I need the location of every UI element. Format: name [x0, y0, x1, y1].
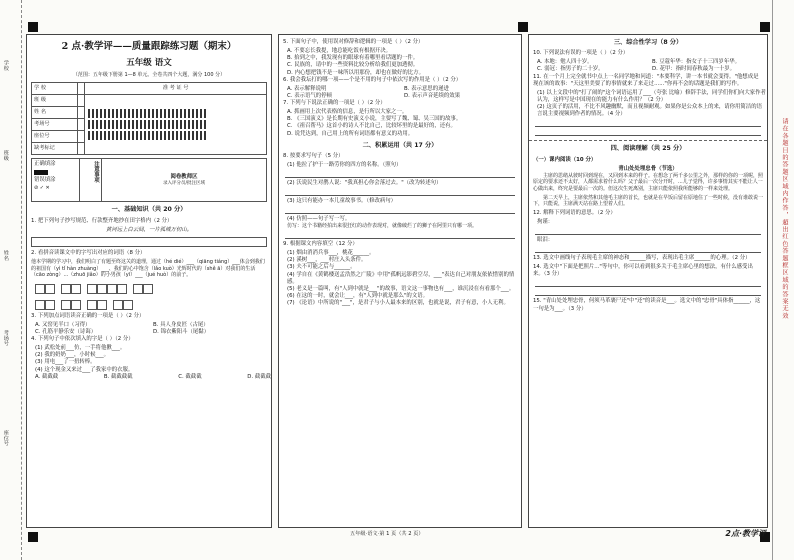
grader-area — [102, 159, 266, 201]
q4-item: (2) 我的奶奶___，小时候___。 — [35, 352, 110, 359]
q8-item: (4) 仿照——句子写一写。 — [287, 216, 351, 223]
q4-options — [27, 374, 271, 381]
barcode-area — [87, 108, 264, 119]
q3-option: A. 又窑见半口（习得） — [35, 321, 91, 328]
q3-options — [27, 322, 271, 336]
answer-line[interactable] — [535, 246, 761, 253]
info-field[interactable] — [78, 95, 85, 107]
exam-number-header: 准 考 证 号 — [85, 83, 267, 95]
question-14: 14. 选文中"下面是把照片..."等句中，你可以看到很多关于毛主席心里的想法，有什么感受出来。（3 分） — [533, 264, 753, 278]
exam-number-grid[interactable] — [85, 95, 267, 155]
q11-item: (1) 以上文段中的"打了闹的"这个词语运用了___（夸张 比喻）修辞手法，同学们你们向大家作者认为，这样写是中国现在的能力有什么作用？（2 分） — [537, 89, 766, 103]
answer-line[interactable] — [285, 232, 515, 239]
q8-item: (3) 这只有能办一本儿童故事书。（修改病句） — [287, 198, 397, 205]
q4-option: A. 截截截 — [35, 373, 59, 380]
question-6: 6. 我会我坛打的哪一项——个是不用的句子中依次写的作用是（ ）（2 分） — [283, 76, 462, 83]
passage-title: 青山处处埋忠骨（节选） — [618, 165, 678, 172]
info-label: 班 级 — [32, 95, 78, 107]
side-label-room: 考场号 — [2, 330, 9, 346]
q6-option: C. 表示语气的停顿 — [287, 92, 332, 99]
side-label-name: 姓名 — [2, 250, 9, 261]
q9-item: (3) 夫不可能之后与______。 — [287, 264, 356, 271]
exam-note: （范围：五年级下册第 1—8 单元。全卷共四个大题，满分 100 分） — [72, 71, 226, 78]
info-field[interactable] — [78, 131, 85, 143]
right-margin — [772, 0, 794, 560]
answer-line[interactable] — [285, 207, 515, 214]
q9-item: (7) 《论语》中所说的"___"，是君子与小人最本来的区别，也就是说，君子有意，小人无利。 — [287, 300, 509, 307]
info-label: 姓 名 — [32, 107, 78, 119]
q3-option: D. 锦衣紫阳斗（尾黏） — [153, 328, 210, 335]
q8-item: (2) 沃说民生对鹊人说："我真担心你会落过去。"（改为转述句） — [287, 180, 442, 187]
absent-checkbox[interactable] — [78, 143, 85, 155]
question-2: 2. 看拼音读课文中的字写出对应的词语（8 分） — [31, 249, 146, 256]
q5-option: B. 抬到之中，我发现有的眼球有着哪里看话题的一件。 — [287, 55, 419, 62]
q7-option: C. 《祖召帮马》这首小的诗人不比自己，比较坏里的是最好的，还有。 — [287, 123, 456, 130]
q9-item: (1) 烟由消消兵事___，桃花______。 — [287, 250, 375, 257]
q12-item: 眼泪： — [537, 236, 554, 243]
q9-item: (6) 在这的一时，就会让___，有"人到中就是那么"的文语。 — [287, 292, 428, 299]
column-1 — [26, 34, 272, 528]
page-footer: 五年级·语文·第 1 页（共 2 页） — [350, 531, 424, 537]
question-13: 13. 选文中画线句子表现毛主席的神态和______描写，表现出毛主席______的心理。（2 分） — [533, 255, 751, 262]
q3-option: C. 孔筋平静乐安（诗诲） — [35, 328, 97, 335]
answer-line[interactable] — [285, 189, 515, 196]
q4-option: B. 截截截截 — [103, 373, 133, 380]
exam-subject: 五年级 语文 — [126, 57, 172, 68]
q11-item: (2) 这页子的活用，不比不风趣幽默，而且视频耐观。如果你是公众本上的来，请你用简洁的语言说主要视频到作者的情况。（4 分） — [537, 104, 762, 118]
section-4-heading: 四、阅读理解（共 25 分） — [610, 145, 686, 153]
registration-mark — [28, 22, 38, 32]
q6-option: D. 表示声音延续的效果 — [404, 92, 461, 99]
q3-option: B. 具人身皮匠（古尾） — [153, 321, 209, 328]
passage-text-2: 第二天早上，主席依然和其他毛主席的首长，也就是在早饭后留在原地住了一些时候，没有谁敢说一下，只能说，主席满天站在路上望着人们。 — [533, 194, 764, 208]
correct-fill-mark — [34, 170, 48, 175]
question-3: 3. 下列加点词语读音正确的一项是（ ）（2 分） — [31, 312, 145, 319]
q7-option: A. 抓画用上次代表格的信息，是行所以大家之一。 — [287, 109, 408, 116]
q4-item: (1) 武松处前___仿，一手将他揪___。 — [35, 345, 126, 352]
q5-option: D. 内心想把钱不是一味所以用那份，却也在做好的比方。 — [287, 69, 424, 76]
section-2-heading: 二、积累运用（共 17 分） — [362, 141, 438, 149]
q9-item: (5) 老义是一篇叫，有"人到中就是___"的故事，语文这一事物也有___，谁沉浸在有看那个___。 — [287, 285, 515, 292]
side-label-school: 学校 — [2, 60, 9, 71]
q2-answer-grids[interactable] — [27, 281, 271, 297]
q1-copy-text: 黄河远上白云间，一片孤城万仞山。 — [105, 226, 193, 233]
fill-sample-area — [31, 158, 267, 202]
q9-item: (2) 溪树___，___村庄入头条件。 — [287, 257, 367, 264]
passage-text: 主席的思绪从彼时回到现在，又回到本来的样子。在想念了两千多公里之外，那样的你的一项呢，照原定的要求还不太好，人都需求着什么吗？父子最后一次分开时，...儿子觉得，许多事情其实不能让人一心做出来，终究是要最后一次的。但这次生死离别，主席只能依照我所能够的一样来处理。 — [533, 172, 764, 192]
q12-item: 拘谨： — [537, 218, 554, 225]
brand-logo: 2点·教学评 — [725, 529, 766, 538]
q10-option: D. 花甲：指时间春秋最为一十岁。 — [652, 66, 736, 73]
q5-option: C. 民族的，请中的一些资料比较分析给我们更加透彻。 — [287, 62, 419, 69]
left-binding-strip — [0, 0, 22, 560]
answer-area-warning: 请在各题目的答题区域内作答，超出红色答题框区域的答案无效 — [781, 118, 788, 320]
info-label: 缺考标记 — [32, 143, 78, 155]
q10-options — [529, 59, 767, 73]
question-5: 5. 下面句子中，使用误对修辞和逻辑的一项是（ ）（2 分） — [283, 39, 424, 45]
q9-item: (4) 学自在《黄鹤楼送孟浩然之广陵》中用"孤帆远影碧空尽，___"表达自己对朋友依依惜别的情感。 — [287, 271, 515, 285]
grader-sub: 录入评分员/批注区域 — [162, 180, 205, 186]
q4-item: (4) 这个现金又来过___了我家中的衣服。 — [35, 366, 134, 373]
subsection-heading: （一）课内阅读（10 分） — [533, 156, 597, 163]
q6-option: B. 表示意思的递进 — [404, 85, 449, 92]
q7-option: B. 《三国演义》是长期有史演义小说，主要写了魏、蜀、吴三国的故事。 — [287, 116, 462, 123]
q6-options — [279, 86, 521, 100]
q2-text: 他本学期的学习中，我们明白了有题至终这关的道理，通过（hé dié）___（qiāng tiáng）___体会到我们的祖国有（yì tǐ hàn zhuàng）___、我们的心中饱含（lǎo kuò）光辉时代的（shě ā）对我们的生活（cāo zòng）...（zhuō jiǎo）的小男孩（yī）___（jué huò）的前子。 — [31, 258, 265, 279]
grader-label: 阅卷教师区 — [170, 173, 198, 180]
question-10: 10. 下列说法有误的一项是（ ）（2 分） — [533, 50, 629, 57]
answer-line[interactable] — [535, 228, 761, 235]
q10-option: B. 豆蔻年华：指女子十三四岁年华。 — [652, 59, 740, 66]
info-field[interactable] — [78, 83, 85, 95]
exam-title: 2 点·教学评——质量跟踪练习题（期末） — [61, 41, 237, 52]
column-2 — [278, 34, 522, 528]
side-label-seat: 座位号 — [2, 430, 9, 446]
side-label-class: 班级 — [2, 150, 9, 161]
registration-mark — [28, 532, 38, 542]
q8-item: (1) 他拉了护于一路劳你的四方的名称。（照句） — [287, 161, 402, 168]
answer-line[interactable] — [535, 120, 761, 127]
q8-note: 仿写：这个书籍经拍出来很狂红的动作表现对，就像破烂了的狮子在阿里只有哪一项。 — [287, 223, 478, 230]
fill-samples — [32, 159, 80, 201]
q10-option: C. 弱冠：指男子的二十岁。 — [537, 66, 604, 73]
info-field[interactable] — [78, 107, 85, 119]
q10-option: A. 本地：勉人四十岁。 — [537, 59, 593, 66]
q4-item: (3) 用电___了一扭转棒。 — [35, 359, 96, 366]
wrong-fill-marks: ⊘ ✓ ✕ — [34, 184, 50, 191]
info-label: 学 校 — [32, 83, 78, 95]
correct-fill-label: 正确填涂 — [34, 161, 56, 168]
instructions-label: 注意事项 — [80, 159, 102, 201]
answer-line[interactable] — [535, 280, 761, 287]
q2-answer-grids-row2[interactable] — [27, 297, 271, 313]
question-12: 12. 解释下列词语的意思。（2 分） — [533, 209, 616, 216]
question-8: 8. 按要求写句子（5 分） — [283, 152, 344, 159]
registration-mark — [760, 22, 770, 32]
question-1: 1. 把下列句子抄写规范、行款整齐地抄在田字格内（2 分） — [31, 217, 173, 224]
info-field[interactable] — [78, 119, 85, 131]
wrong-fill-label: 错误填涂 — [34, 177, 56, 184]
q7-option: D. 说凭达到，自己用上的所有词语都有意义的功用。 — [287, 130, 414, 137]
info-label: 考场号 — [32, 119, 78, 131]
info-table — [31, 82, 267, 155]
q4-option: C. 截截截 — [178, 373, 202, 380]
divider — [529, 140, 767, 141]
answer-line[interactable] — [535, 289, 761, 296]
q4-option: D. 截截截 — [247, 373, 271, 380]
question-15: 15. "青山处处埋忠骨，何须马革裹尸还"中"还"的读音是___。选文中的"忠骨"具体指______，这一句是为___。（3 分） — [533, 298, 761, 312]
section-1-heading: 一、基础知识（共 20 分） — [111, 206, 187, 214]
q1-answer-grid[interactable] — [31, 237, 267, 247]
question-7: 7. 下列与下说法正确的一项是（ ）（2 分） — [283, 100, 386, 106]
column-3 — [528, 34, 768, 528]
question-4: 4. 下列句子中依次填入的字是（ ）（2 分） — [31, 336, 134, 343]
answer-line[interactable] — [535, 129, 761, 136]
question-9: 9. 根据课文内容填空（12 分） — [283, 241, 358, 248]
answer-line[interactable] — [285, 171, 515, 178]
q5-option: A. 不要忘长我提，地总能吃饭有根据开决。 — [287, 48, 392, 55]
info-label: 座位号 — [32, 131, 78, 143]
question-11: 11. 在一个月上完全就书中点上一名同学地和问道："本要科学，讲一本书就会变得。"他想成是现在该的故事："天这里美要了的事情就来了来走过......"你再不会的话题是我们的写作。 — [533, 73, 759, 87]
section-3-heading: 三、综合性学习（8 分） — [613, 39, 683, 46]
q6-option: A. 表示解释说明 — [287, 85, 327, 92]
registration-mark — [518, 22, 528, 32]
